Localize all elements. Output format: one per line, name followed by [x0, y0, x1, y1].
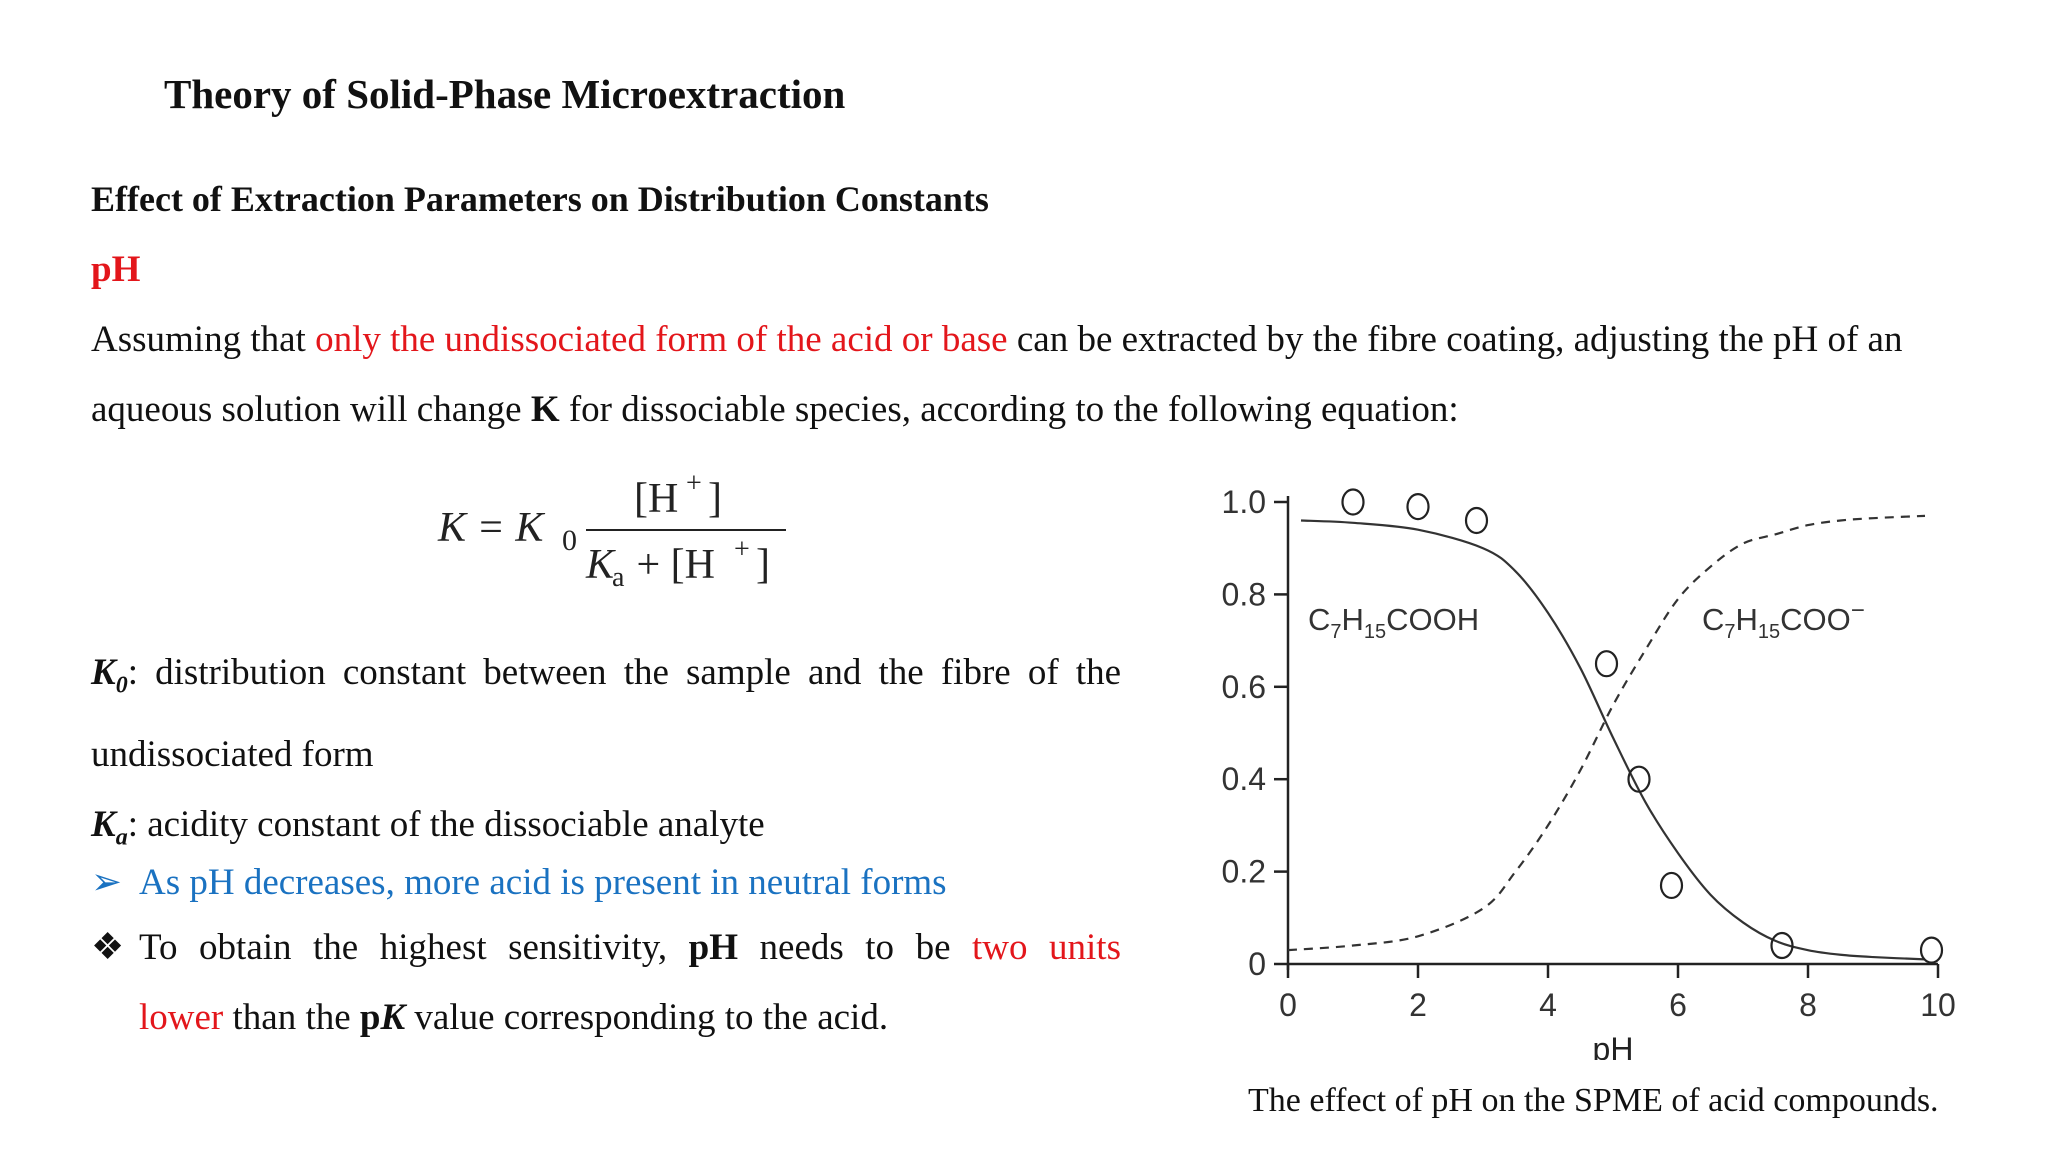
x-tick-label: 8 — [1799, 987, 1817, 1023]
x-tick-label: 4 — [1539, 987, 1557, 1023]
data-point-marker — [1921, 938, 1942, 963]
intro-text-6: for dissociable species, according to the following equation: — [559, 389, 1459, 430]
arrow-bullet-icon: ➢ — [91, 862, 123, 903]
diamond-t1: To obtain the highest sensitivity, — [139, 927, 689, 968]
k0-line-2: undissociated form — [91, 734, 374, 776]
intro-highlight: only the undissociated form of the acid or base — [315, 319, 1008, 360]
diamond-t6: than the — [223, 997, 360, 1038]
intro-text-4: aqueous solution will change — [91, 389, 531, 430]
diamond-line-2 — [91, 983, 1121, 1053]
eq-den-k: K — [586, 542, 615, 588]
data-point-marker — [1343, 490, 1364, 515]
chart-caption: The effect of pH on the SPME of acid compounds. — [1248, 1082, 1939, 1119]
diamond-t9: value corresponding to the acid. — [405, 997, 889, 1038]
intro-k-symbol: K — [530, 389, 560, 430]
slide-title: Theory of Solid-Phase Microextraction — [164, 71, 846, 117]
y-tick-label: 0.2 — [1221, 853, 1266, 890]
y-tick-label: 0 — [1248, 946, 1266, 982]
chart-series — [1288, 516, 1925, 960]
arrow-bullet-text: As pH decreases, more acid is present in neutral forms — [139, 862, 947, 903]
diamond-bullet-icon: ❖ — [91, 927, 125, 968]
intro-text-1: Assuming that — [91, 319, 316, 360]
data-point-marker — [1661, 873, 1682, 898]
intro-line-2 — [91, 375, 2001, 445]
k0-symbol: K — [91, 652, 116, 693]
y-tick-label: 1.0 — [1221, 484, 1266, 520]
ka-subscript: a — [115, 824, 128, 851]
eq-den-sub: a — [612, 562, 625, 593]
intro-text-3: can be extracted by the fibre coating, adjusting the pH of an — [1007, 319, 1903, 360]
data-point-marker — [1596, 651, 1617, 676]
diamond-k: K — [380, 997, 406, 1038]
anion-curve-line — [1288, 516, 1925, 950]
data-point-marker — [1466, 508, 1487, 533]
x-tick-label: 0 — [1279, 987, 1297, 1023]
acid-curve-line — [1301, 520, 1925, 959]
diamond-lower: lower — [139, 997, 224, 1038]
k0-definition — [91, 638, 1121, 873]
diamond-p: p — [359, 997, 381, 1038]
ph-chart — [1180, 470, 1960, 1060]
diamond-t3: needs to be — [738, 927, 973, 968]
diamond-bullet — [91, 913, 1121, 1053]
diamond-line-1 — [91, 913, 1121, 983]
k0-text-1: : distribution constant between the sample and the fibre of the — [127, 652, 1121, 693]
chart-markers — [1343, 490, 1943, 963]
eq-num-close: ] — [708, 476, 722, 522]
y-tick-label: 0.8 — [1221, 576, 1266, 613]
k0-subscript: 0 — [115, 672, 128, 699]
diamond-ph: pH — [688, 927, 738, 968]
y-tick-label: 0.6 — [1221, 668, 1266, 705]
ph-heading: pH — [91, 249, 141, 290]
eq-den-close: ] — [756, 542, 770, 588]
eq-num-sup: + — [686, 468, 702, 499]
eq-lhs: K = K — [438, 505, 544, 551]
diamond-two-units: two units — [972, 927, 1121, 968]
eq-den-plus: + [H — [626, 542, 716, 588]
acid-series-label: $C_7H_{15}COOH$ — [1308, 602, 1480, 643]
diamond-text-1 — [139, 913, 1121, 983]
x-tick-label: 10 — [1920, 987, 1956, 1023]
x-tick-label: 2 — [1409, 987, 1427, 1023]
data-point-marker — [1408, 494, 1429, 519]
x-tick-label: 6 — [1669, 987, 1687, 1023]
intro-paragraph — [91, 305, 2001, 445]
x-axis-label: pH — [1592, 1031, 1634, 1060]
intro-line-1 — [91, 305, 2001, 375]
anion-series-label: $C_7H_{15}COO^-$ — [1702, 597, 1865, 643]
eq-lhs-sub: 0 — [562, 524, 577, 557]
distribution-equation — [436, 468, 806, 598]
eq-den-sup: + — [734, 534, 750, 565]
section-subtitle: Effect of Extraction Parameters on Distribution Constants — [91, 179, 989, 219]
y-tick-label: 0.4 — [1221, 761, 1266, 798]
arrow-bullet — [91, 860, 947, 904]
eq-num: [H — [634, 476, 679, 522]
ka-text: : acidity constant of the dissociable analyte — [127, 804, 765, 846]
ka-symbol: K — [91, 804, 116, 846]
k0-line-1 — [91, 638, 1121, 720]
